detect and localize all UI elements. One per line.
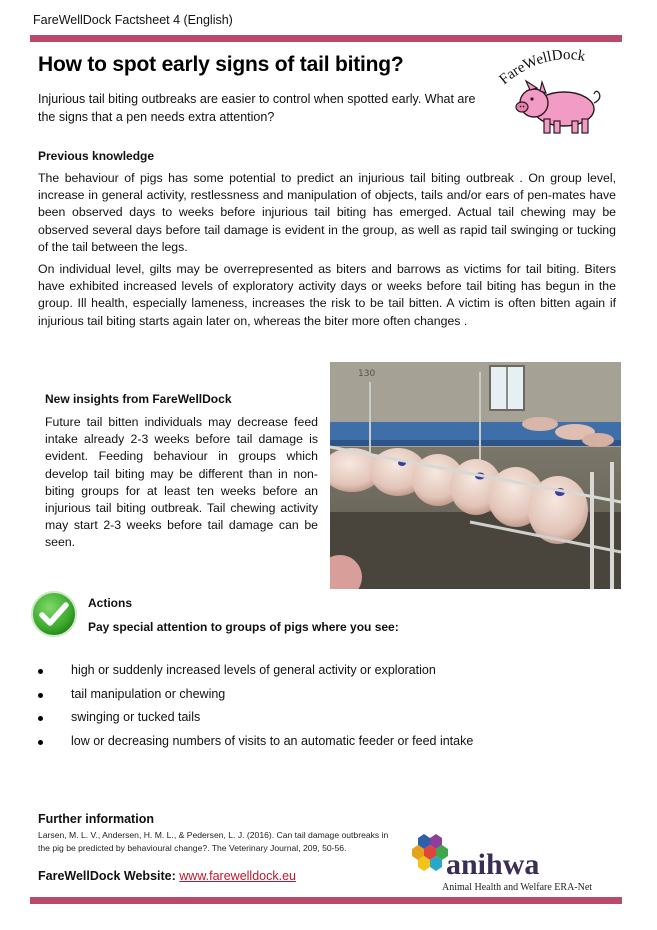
- actions-heading: Actions: [88, 596, 133, 610]
- website-label: FareWellDock Website:: [38, 869, 176, 883]
- actions-subtitle: Pay special attention to groups of pigs where you see:: [88, 620, 399, 634]
- website-line: [38, 869, 296, 883]
- anihwa-logo: [410, 830, 625, 896]
- previous-paragraph-1: The behaviour of pigs has some potential to predict an injurious tail biting outbreak . On group level, increase in general activity, restlessness and manipulation of objects, tails and/or ears of pen-mates have been observed days to weeks before injurious tail biting has emerged. Actual tail chewing may be observed several days before tail damage is evident in the group, as well as rapid tail swinging or tucking of the tail between the legs.: [38, 171, 616, 254]
- list-item-text: tail manipulation or chewing: [71, 686, 226, 701]
- list-item: [38, 734, 598, 758]
- bullet-icon: [38, 669, 43, 674]
- anihwa-name: anihwa: [446, 848, 540, 881]
- list-item-text: high or suddenly increased levels of general activity or exploration: [71, 663, 436, 677]
- list-item: [38, 710, 598, 734]
- factsheet-label: FareWellDock Factsheet 4 (English): [33, 13, 233, 27]
- insights-heading: New insights from FareWellDock: [45, 392, 232, 406]
- anihwa-tagline: Animal Health and Welfare ERA-Net: [442, 882, 593, 893]
- farewelldock-logo: [496, 45, 626, 137]
- bottom-rule: [30, 897, 622, 904]
- checkmark-icon: [30, 590, 78, 638]
- previous-knowledge-heading: Previous knowledge: [38, 149, 155, 163]
- further-info-heading: Further information: [38, 812, 154, 826]
- website-link[interactable]: www.farewelldock.eu: [179, 869, 296, 883]
- intro-text: Injurious tail biting outbreaks are easier to control when spotted early. What are the signs that a pen needs extra attention?: [38, 92, 476, 124]
- previous-paragraph-2: On individual level, gilts may be overrepresented as biters and barrows as victims for tail biting. Biters have exhibited increased levels of exploratory activity days or weeks before tail biting has begun in the group. Ill health, especially lameness, increases the risk to be tail bitten. A victim is often bitten again if injurious tail biting starts again later on, whereas the biter more often changes .: [38, 262, 616, 328]
- page-title: How to spot early signs of tail biting?: [38, 53, 404, 76]
- bullet-icon: [38, 716, 43, 721]
- list-item-text: swinging or tucked tails: [71, 710, 201, 725]
- photo-sign: 130: [358, 369, 376, 379]
- reference-text: Larsen, M. L. V., Andersen, H. M. L., & Pedersen, L. J. (2016). Can tail damage outbreaks in the pig be predicted by behavioural change?. The Veterinary Journal, 209, 50-56.: [38, 830, 389, 853]
- pigs-photo: [330, 362, 621, 589]
- list-item: [38, 663, 598, 687]
- actions-list: [38, 663, 598, 757]
- bullet-icon: [38, 693, 43, 698]
- list-item: [38, 687, 598, 711]
- bullet-icon: [38, 740, 43, 745]
- insights-text: Future tail bitten individuals may decrease feed intake already 2-3 weeks before tail damage is evident. Feeding behaviour in groups which develop tail biting may be different than in non-biting groups for at least ten weeks before an injurious tail biting outbreak. Tail chewing activity may start 2-3 weeks before tail damage can be seen.: [45, 415, 318, 550]
- list-item-text: low or decreasing numbers of visits to an automatic feeder or feed intake: [71, 733, 474, 748]
- top-rule: [30, 35, 622, 42]
- logo-text: FareWellDock: [496, 47, 587, 88]
